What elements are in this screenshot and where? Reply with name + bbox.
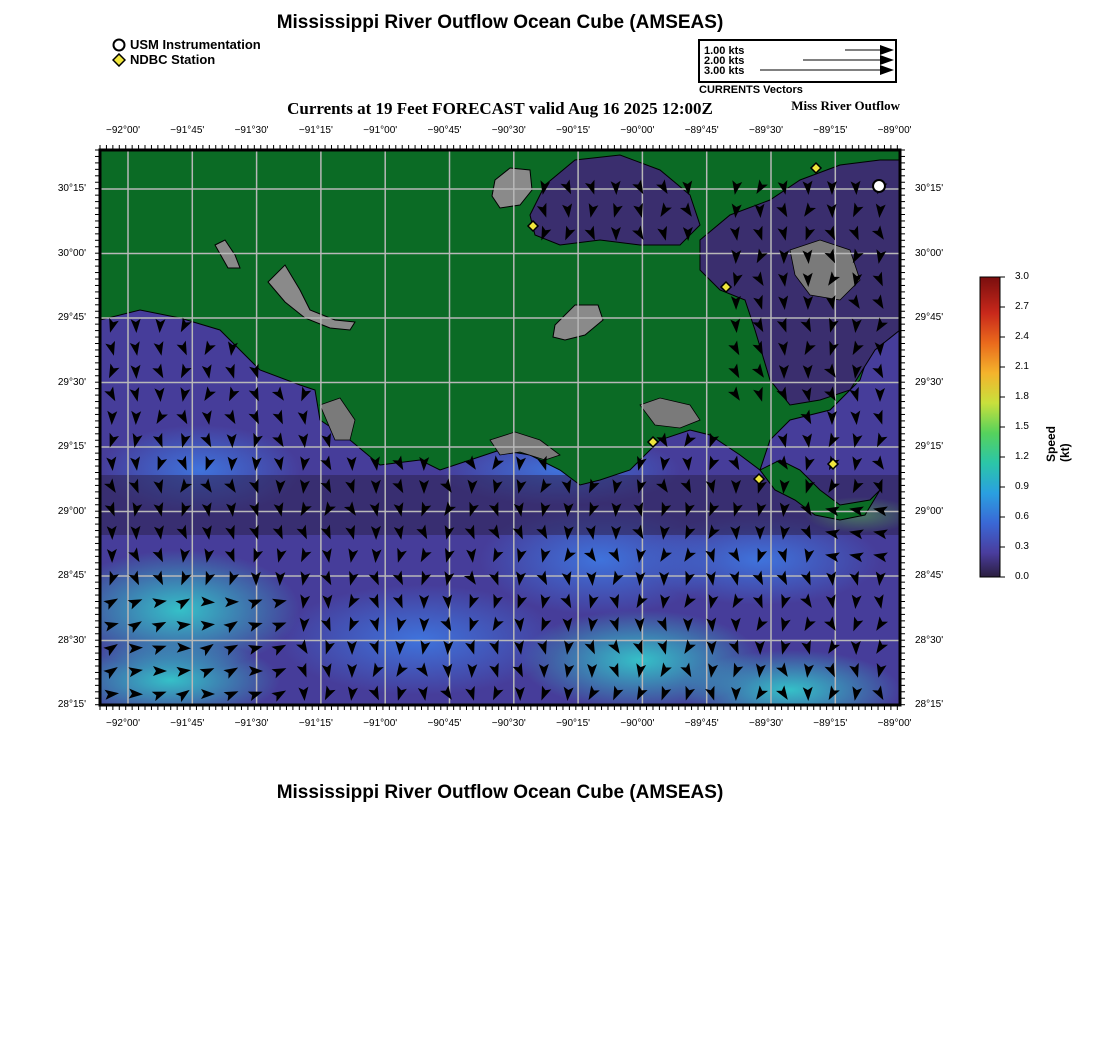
latitude-tick-label: 29°45' [57, 312, 86, 323]
legend-ndbc-label: NDBC Station [130, 52, 216, 67]
longitude-tick-label: −91°45' [170, 125, 205, 136]
longitude-tick-label: −89°45' [684, 125, 719, 136]
longitude-tick-label: −89°15' [813, 718, 848, 729]
latitude-tick-label: 28°45' [57, 570, 86, 581]
longitude-tick-label: −91°30' [234, 125, 269, 136]
footer-title: Mississippi River Outflow Ocean Cube (AMSEAS) [276, 782, 724, 803]
region-label: Miss River Outflow [791, 98, 900, 113]
usm-station-marker [873, 180, 885, 192]
latitude-tick-label: 30°00' [915, 247, 944, 259]
colorbar-tick-label: 1.2 [1015, 451, 1029, 462]
vector-key-row-1: 1.00 kts [704, 45, 745, 57]
vector-key-row-3: 3.00 kts [704, 65, 745, 77]
longitude-tick-label: −89°30' [749, 125, 783, 136]
latitude-tick-label: 29°15' [57, 441, 86, 452]
longitude-tick-label: −90°00' [620, 718, 655, 729]
longitude-tick-label: −89°00' [877, 718, 912, 729]
latitude-tick-label: 29°30' [57, 376, 86, 388]
speed-colorbar [976, 274, 1006, 584]
longitude-tick-label: −91°45' [170, 718, 205, 729]
longitude-tick-label: −91°00' [363, 718, 398, 729]
longitude-tick-label: −90°45' [427, 125, 462, 136]
latitude-tick-label: 30°15' [57, 183, 86, 194]
latitude-tick-label: 28°30' [57, 634, 86, 646]
longitude-tick-label: −91°30' [234, 718, 269, 729]
colorbar-tick-label: 2.4 [1015, 331, 1029, 342]
latitude-tick-label: 28°15' [915, 699, 944, 710]
latitude-tick-label: 28°30' [915, 634, 944, 646]
longitude-tick-label: −89°30' [749, 718, 783, 729]
latitude-tick-label: 30°15' [915, 183, 944, 194]
longitude-tick-label: −91°15' [298, 718, 333, 729]
longitude-tick-label: −90°00' [620, 125, 655, 136]
latitude-tick-label: 30°00' [57, 247, 86, 259]
longitude-tick-label: −90°45' [427, 718, 462, 729]
latitude-tick-label: 29°00' [915, 505, 944, 517]
longitude-tick-label: −90°30' [491, 125, 526, 136]
colorbar-tick-label: 2.1 [1015, 361, 1029, 372]
longitude-tick-label: −89°00' [877, 125, 912, 136]
latitude-tick-label: 29°30' [915, 376, 944, 388]
colorbar-title: Speed (kt) [1044, 425, 1072, 462]
vector-key-caption: CURRENTS Vectors [699, 84, 803, 96]
longitude-tick-label: −90°15' [556, 718, 591, 729]
latitude-tick-label: 29°00' [57, 505, 86, 517]
colorbar-tick-label: 0.9 [1015, 481, 1029, 492]
longitude-tick-label: −91°00' [363, 125, 398, 136]
longitude-tick-label: −90°15' [556, 125, 591, 136]
legend-usm-label: USM Instrumentation [130, 37, 261, 52]
longitude-tick-label: −89°45' [684, 718, 719, 729]
vector-key-row-2: 2.00 kts [704, 55, 745, 67]
longitude-tick-label: −92°00' [106, 718, 140, 729]
colorbar-tick-label: 1.5 [1015, 421, 1029, 432]
latitude-tick-label: 29°45' [915, 312, 944, 323]
colorbar-tick-label: 3.0 [1015, 271, 1029, 282]
latitude-tick-label: 29°15' [915, 441, 944, 452]
colorbar-tick-label: 0.3 [1015, 541, 1029, 552]
colorbar-tick-label: 2.7 [1015, 301, 1029, 312]
longitude-tick-label: −90°30' [491, 718, 526, 729]
latitude-tick-label: 28°45' [915, 570, 944, 581]
map-subtitle: Currents at 19 Feet FORECAST valid Aug 16 2025 12:00Z [287, 99, 713, 118]
page-title: Mississippi River Outflow Ocean Cube (AMSEAS) [276, 12, 724, 33]
colorbar-tick-label: 0.6 [1015, 511, 1029, 522]
map-frame-content [57, 150, 915, 730]
longitude-tick-label: −89°15' [813, 125, 848, 136]
longitude-tick-label: −92°00' [106, 125, 140, 136]
longitude-tick-label: −91°15' [298, 125, 333, 136]
latitude-tick-label: 28°15' [57, 699, 86, 710]
colorbar-tick-label: 1.8 [1015, 391, 1029, 402]
colorbar-tick-label: 0.0 [1015, 571, 1029, 582]
